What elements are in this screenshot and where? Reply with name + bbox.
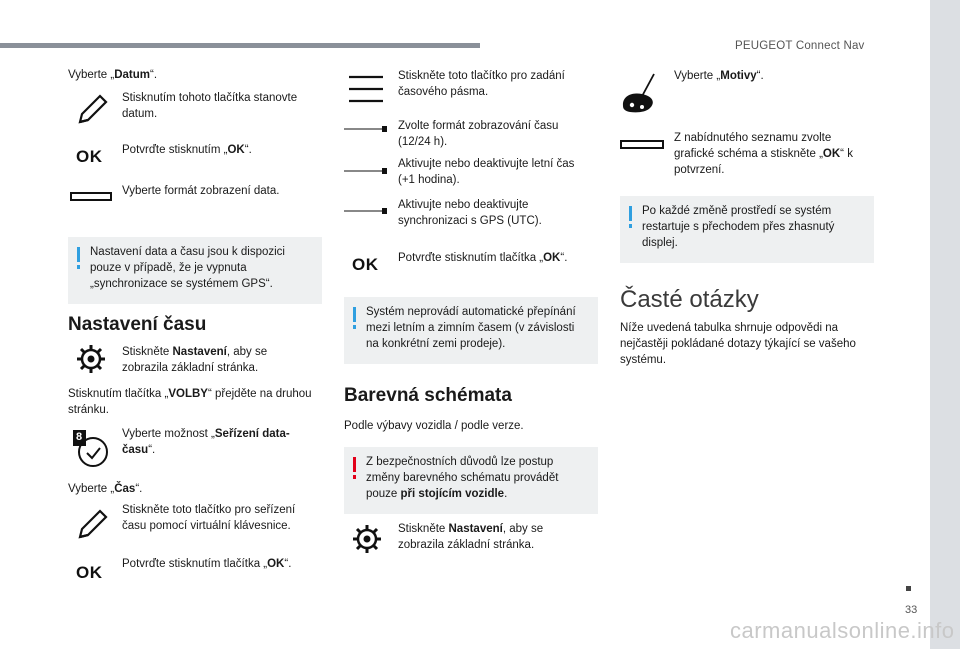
choose-scheme-text: Z nabídnutého seznamu zvolte grafické schéma a stiskněte „OK“ k potvrzení.	[674, 132, 853, 176]
menu-lines-icon	[348, 74, 384, 104]
set-time-text: Stiskněte toto tlačítko pro seřízení času pomocí virtuální klávesnice.	[122, 504, 296, 532]
by-equipment-text: Podle výbavy vozidla / podle verze.	[344, 420, 524, 432]
select-date-text: Vyberte „Datum“.	[68, 69, 158, 81]
confirm-ok-text-2: Potvrďte stisknutím tlačítka „OK“.	[122, 558, 292, 570]
page-edge-tab	[930, 0, 960, 649]
gear-icon	[76, 344, 106, 374]
list-bar-icon-2	[620, 139, 664, 151]
press-settings-text: Stiskněte Nastavení, aby se zobrazila základní stránka.	[122, 346, 268, 374]
info-note-gps: Nastavení data a času jsou k dispozici pouze v případě, že je vypnuta „synchronizace se systémem GPS“.	[68, 237, 322, 304]
pencil-icon-2	[76, 507, 108, 541]
info-note-restart: Po každé změně prostředí se systém restartuje s přechodem přes zhasnutý displej.	[620, 196, 874, 263]
palette-brush-icon	[620, 72, 660, 114]
page-badge: 8	[76, 431, 83, 443]
list-bar-icon	[70, 191, 112, 203]
header-rule	[0, 43, 480, 48]
dst-text: Aktivujte nebo deaktivujte letní čas (+1 hodina).	[398, 158, 575, 186]
end-of-page-marker	[906, 586, 911, 591]
date-format-text: Vyberte formát zobrazení data.	[122, 185, 280, 197]
set-date-text: Stisknutím tohoto tlačítka stanovte datum.	[122, 92, 298, 120]
select-themes-text: Vyberte „Motivy“.	[674, 70, 764, 82]
confirm-ok-text: Potvrďte stisknutím „OK“.	[122, 144, 252, 156]
gear-icon-2	[352, 524, 382, 554]
info-note-dst: Systém neprovádí automatické přepínání mezi letním a zimním časem (v závislosti na konkrétní zemi prodeje).	[344, 297, 598, 364]
press-options-text: Stisknutím tlačítka „VOLBY“ přejděte na druhou stránku.	[68, 388, 312, 416]
watermark: carmanualsonline.info	[730, 618, 955, 643]
clock-icon	[72, 429, 110, 469]
timezone-text: Stiskněte toto tlačítko pro zadání časového pásma.	[398, 70, 565, 98]
time-format-text: Zvolte formát zobrazování času (12/24 h).	[398, 120, 559, 148]
faq-intro-text: Níže uvedená tabulka shrnuje odpovědi na nejčastěji pokládané dotazy týkající se vašeho systému.	[620, 322, 856, 366]
toggle-line-icon	[344, 125, 388, 133]
section-heading-faq: Časté otázky	[620, 286, 759, 313]
gps-sync-text: Aktivujte nebo deaktivujte synchronizaci s GPS (UTC).	[398, 199, 542, 227]
ok-icon-3: OK	[352, 255, 379, 274]
select-time-text: Vyberte „Čas“.	[68, 483, 143, 495]
ok-icon-2: OK	[76, 563, 103, 582]
toggle-line-icon-3	[344, 207, 388, 215]
page-number: 33	[905, 604, 918, 616]
toggle-line-icon-2	[344, 167, 388, 175]
pencil-icon	[76, 92, 108, 126]
ok-icon: OK	[76, 147, 103, 166]
press-settings-text-2: Stiskněte Nastavení, aby se zobrazila základní stránka.	[398, 523, 544, 551]
select-datetime-text: Vyberte možnost „Seřízení data-času“.	[122, 428, 290, 456]
running-header: PEUGEOT Connect Nav	[735, 40, 865, 52]
section-heading-schemes: Barevná schémata	[344, 385, 512, 406]
confirm-ok-text-3: Potvrďte stisknutím tlačítka „OK“.	[398, 252, 568, 264]
warning-note-safety: Z bezpečnostních důvodů lze postup změny barevného schématu provádět pouze při stojícím vozidle.	[344, 447, 598, 514]
section-heading-time: Nastavení času	[68, 314, 207, 335]
